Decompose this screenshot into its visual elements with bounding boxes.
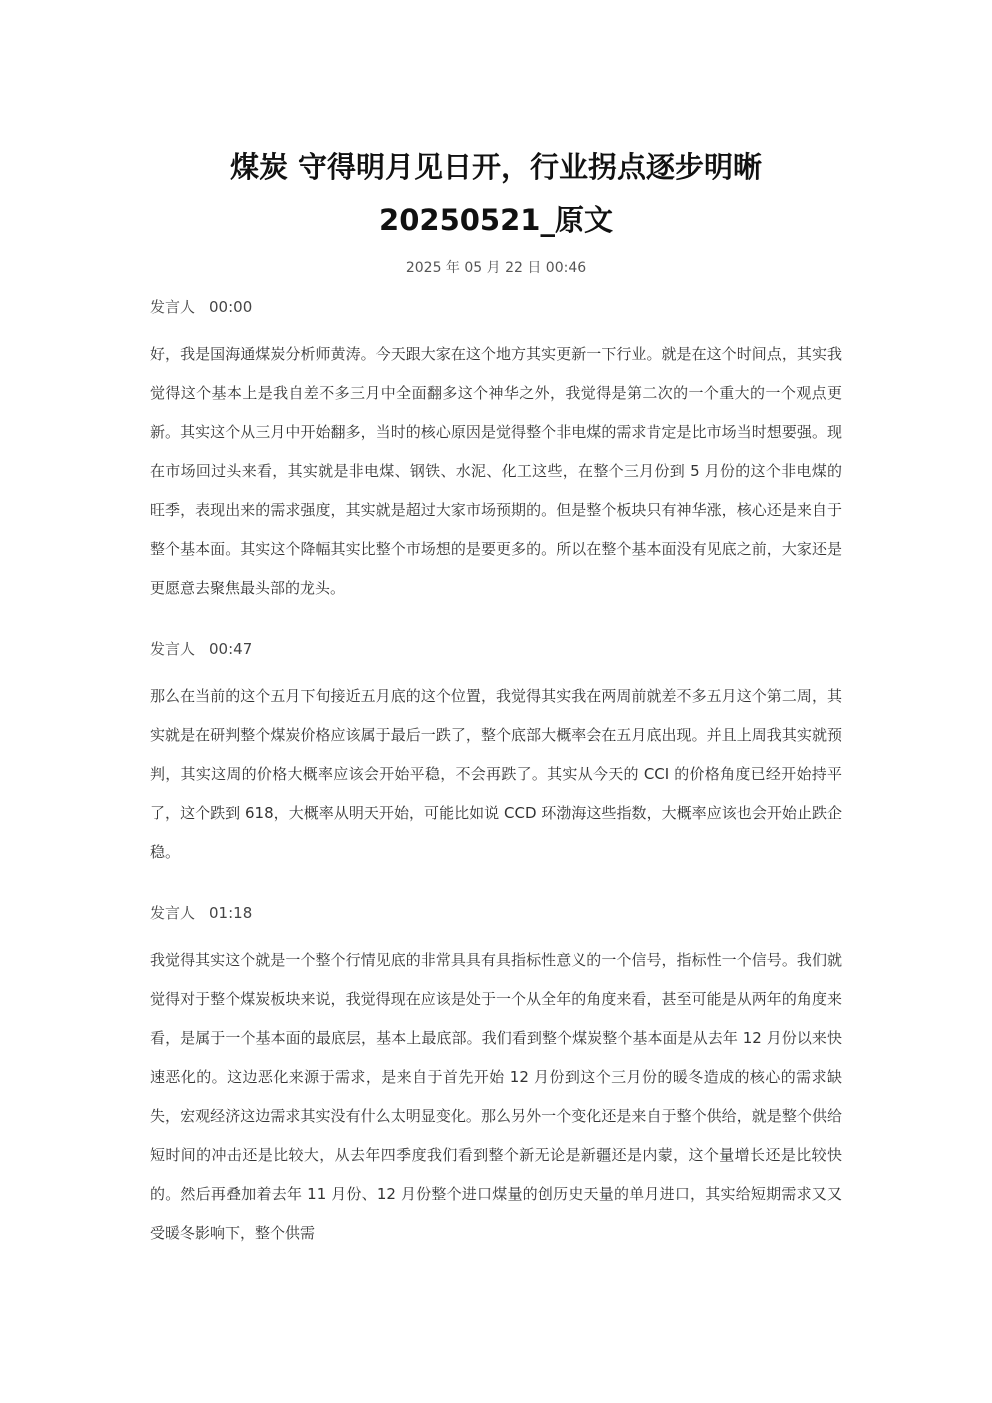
segment-text: 我觉得其实这个就是一个整个行情见底的非常具具有具指标性意义的一个信号，指标性一个信号。我们就觉得对于整个煤炭板块来说，我觉得现在应该是处于一个从全年的角度来看，甚至可能是从两年的角度来看，是属于一个基本面的最底层，基本上最底部。我们看到整个煤炭整个基本面是从去年 12 月份以来快速恶化的。这边恶化来源于需求，是来自于首先开始 12 月份到这个三月份的暖冬造成的核心的需求缺失，宏观经济这边需求其实没有什么太明显变化。那么另外一个变化还是来自于整个供给，就是整个供给短时间的冲击还是比较大，从去年四季度我们看到整个新无论是新疆还是内蒙，这个量增长还是比较快的。然后再叠加着去年 11 月份、12 月份整个进口煤量的创历史天量的单月进口，其实给短期需求又又受暖冬影响下，整个供需 xyxy=(150,951,842,1242)
timestamp: 00:47 xyxy=(209,640,253,658)
timestamp: 01:18 xyxy=(209,904,253,922)
document-date: 2025 年 05 月 22 日 00:46 xyxy=(405,260,587,276)
transcript xyxy=(150,296,842,1283)
transcript-segment xyxy=(150,902,842,1253)
transcript-segment xyxy=(150,296,842,608)
document-title-date: 20250521_原文 xyxy=(379,203,613,237)
speaker-line xyxy=(150,902,842,924)
transcript-segment xyxy=(150,638,842,872)
speaker-line xyxy=(150,638,842,660)
speaker-name: 发言人 xyxy=(150,904,196,922)
speaker-name: 发言人 xyxy=(150,298,196,316)
speaker-line xyxy=(150,296,842,318)
segment-text: 那么在当前的这个五月下旬接近五月底的这个位置，我觉得其实我在两周前就差不多五月这个第二周，其实就是在研判整个煤炭价格应该属于最后一跌了，整个底部大概率会在五月底出现。并且上周我其实就预判，其实这周的价格大概率应该会开始平稳，不会再跌了。其实从今天的 CCI 的价格角度已经开始持平了，这个跌到 618，大概率从明天开始，可能比如说 CCD 环渤海这些指数，大概率应该也会开始止跌企稳。 xyxy=(150,687,842,861)
document-title: 煤炭 守得明月见日开，行业拐点逐步明晰 xyxy=(229,150,763,184)
timestamp: 00:00 xyxy=(209,298,253,316)
speaker-name: 发言人 xyxy=(150,640,196,658)
segment-text: 好，我是国海通煤炭分析师黄涛。今天跟大家在这个地方其实更新一下行业。就是在这个时间点，其实我觉得这个基本上是我自差不多三月中全面翻多这个神华之外，我觉得是第二次的一个重大的一个观点更新。其实这个从三月中开始翻多，当时的核心原因是觉得整个非电煤的需求肯定是比市场当时想要强。现在市场回过头来看，其实就是非电煤、钢铁、水泥、化工这些，在整个三月份到 5 月份的这个非电煤的旺季，表现出来的需求强度，其实就是超过大家市场预期的。但是整个板块只有神华涨，核心还是来自于整个基本面。其实这个降幅其实比整个市场想的是要更多的。所以在整个基本面没有见底之前，大家还是更愿意去聚焦最头部的龙头。 xyxy=(150,345,842,597)
